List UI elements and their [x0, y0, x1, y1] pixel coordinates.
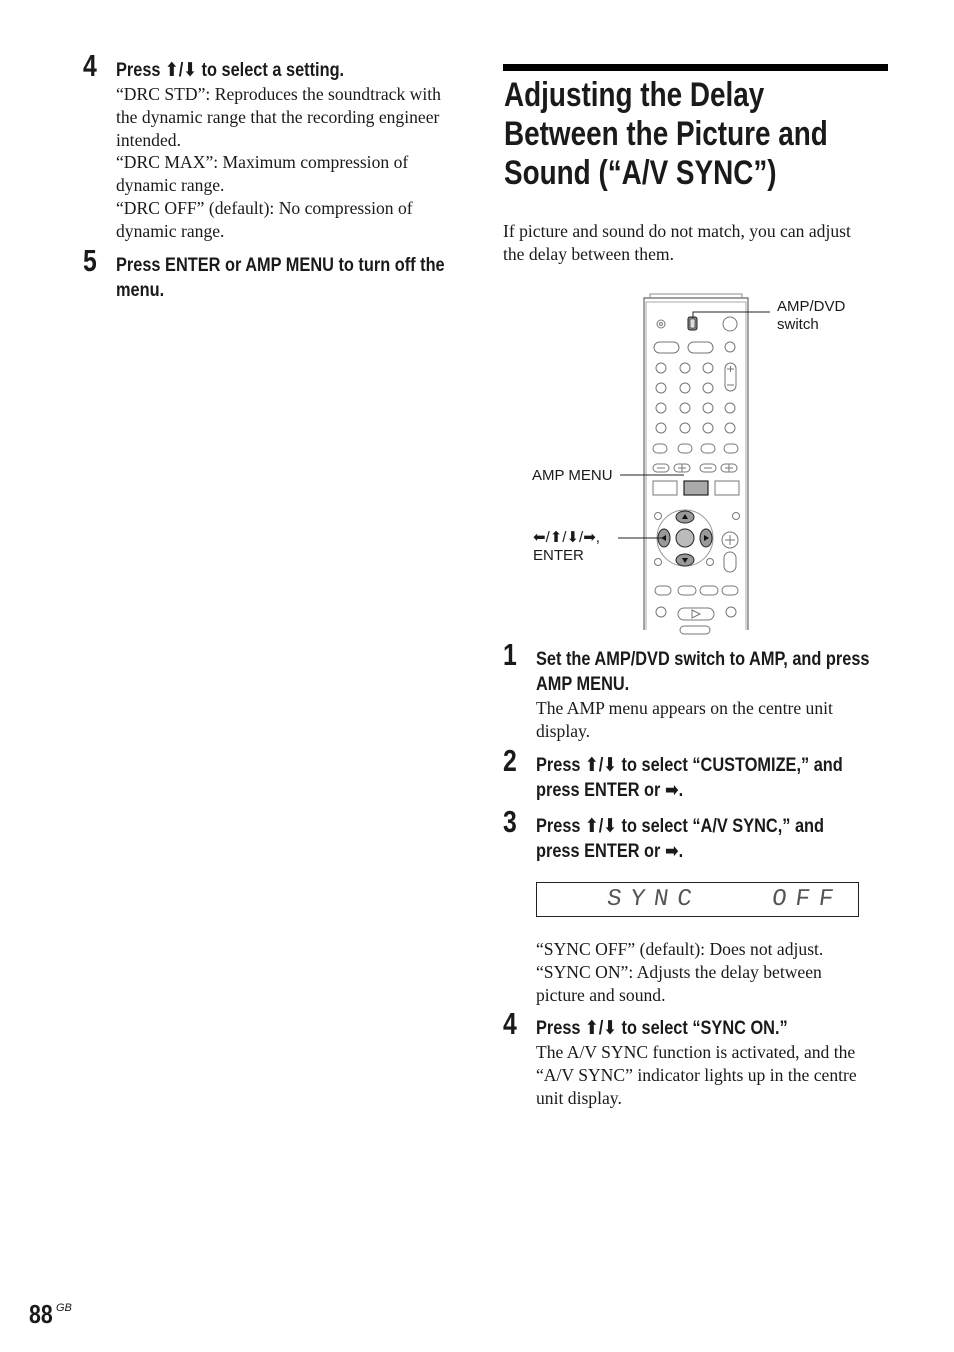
body-line: “DRC STD”: Reproduces the soundtrack with [116, 84, 441, 104]
body-line: “SYNC OFF” (default): Does not adjust. [536, 939, 824, 959]
body-line: “A/V SYNC” indicator lights up in the centre [536, 1064, 857, 1085]
right-arrow-icon: ➡ [664, 780, 679, 801]
display-left-text: SYNC [605, 886, 703, 913]
step-title-text: to select “CUSTOMIZE,” and [616, 755, 843, 776]
step-title [116, 58, 344, 83]
body-line: “SYNC ON”: Adjusts the delay between [536, 961, 822, 982]
step-title-line: Press ENTER or AMP MENU to turn off the [116, 255, 445, 276]
up-down-arrows-icon: ⬆/⬇ [585, 816, 617, 837]
display-explanation [536, 938, 823, 1006]
step-title-text: press ENTER or [536, 780, 665, 801]
step-title-line: menu. [116, 280, 165, 301]
body-line: the delay between them. [503, 243, 674, 264]
step-title-text: press ENTER or [536, 841, 665, 862]
body-line: “DRC MAX”: Maximum compression of [116, 152, 409, 173]
step-title-text: . [678, 780, 684, 801]
unit-display-panel [536, 882, 859, 917]
step-title-text: Press [536, 816, 586, 837]
step-title-text: Press [116, 60, 166, 81]
step-number: 5 [83, 243, 97, 278]
step-title-text: to select “SYNC ON.” [616, 1018, 788, 1039]
step-title [116, 253, 445, 303]
step-number: 3 [503, 804, 517, 839]
up-down-arrows-icon: ⬆/⬇ [165, 60, 197, 81]
step-title-line: Set the AMP/DVD switch to AMP, and press [536, 649, 870, 670]
step-number: 2 [503, 743, 517, 778]
step-title-text: . [678, 841, 684, 862]
body-line: the dynamic range that the recording engineer [116, 106, 440, 127]
step-title [536, 814, 824, 864]
step-title-line: AMP MENU. [536, 674, 630, 695]
step-number: 4 [83, 48, 97, 83]
step-title-text: to select a setting. [196, 60, 345, 81]
arrow-keys-icon: ⬅/⬆/⬇/➡, [533, 529, 600, 546]
display-right-text: OFF [770, 886, 845, 913]
section-rule [503, 64, 888, 71]
body-line: unit display. [536, 1087, 622, 1108]
body-line: “DRC OFF” (default): No compression of [116, 197, 413, 218]
section-heading [504, 76, 828, 193]
amp-menu-label: AMP MENU [532, 467, 613, 484]
heading-line: Sound (“A/V SYNC”) [504, 154, 777, 192]
intro-paragraph [503, 220, 851, 266]
arrows-enter-label [533, 529, 600, 565]
label-line: AMP/DVD [777, 298, 846, 315]
step-title-text: Press [536, 755, 586, 776]
step-title [536, 1016, 788, 1041]
body-line: The A/V SYNC function is activated, and the [536, 1042, 856, 1062]
body-line: dynamic range. [116, 175, 225, 196]
body-line: intended. [116, 129, 181, 150]
label-line: switch [777, 316, 819, 333]
step-title [536, 647, 870, 697]
body-line: picture and sound. [536, 984, 666, 1005]
remote-control-illustration [600, 290, 770, 635]
step-number: 1 [503, 637, 517, 672]
body-line: The AMP menu appears on the centre unit [536, 698, 833, 718]
step-body [116, 83, 441, 243]
body-line: If picture and sound do not match, you can adjust [503, 221, 851, 241]
heading-line: Between the Picture and [504, 115, 828, 153]
page-suffix: GB [56, 1302, 72, 1314]
step-title [536, 753, 843, 803]
up-down-arrows-icon: ⬆/⬇ [585, 1018, 617, 1039]
amp-dvd-switch-label [777, 298, 845, 334]
up-down-arrows-icon: ⬆/⬇ [585, 755, 617, 776]
step-title-line [536, 839, 824, 864]
step-body [536, 1041, 857, 1109]
step-title-line [536, 753, 843, 778]
step-title-line [536, 778, 843, 803]
step-title-text: Press [536, 1018, 586, 1039]
heading-line: Adjusting the Delay [504, 76, 765, 114]
step-body [536, 697, 833, 743]
body-line: display. [536, 720, 591, 741]
step-title-line [536, 814, 824, 839]
body-line: dynamic range. [116, 220, 225, 241]
page-number: 88 [29, 1299, 53, 1329]
step-number: 4 [503, 1006, 517, 1041]
right-arrow-icon: ➡ [664, 841, 679, 862]
step-title-text: to select “A/V SYNC,” and [616, 816, 825, 837]
label-line: ENTER [533, 547, 584, 564]
